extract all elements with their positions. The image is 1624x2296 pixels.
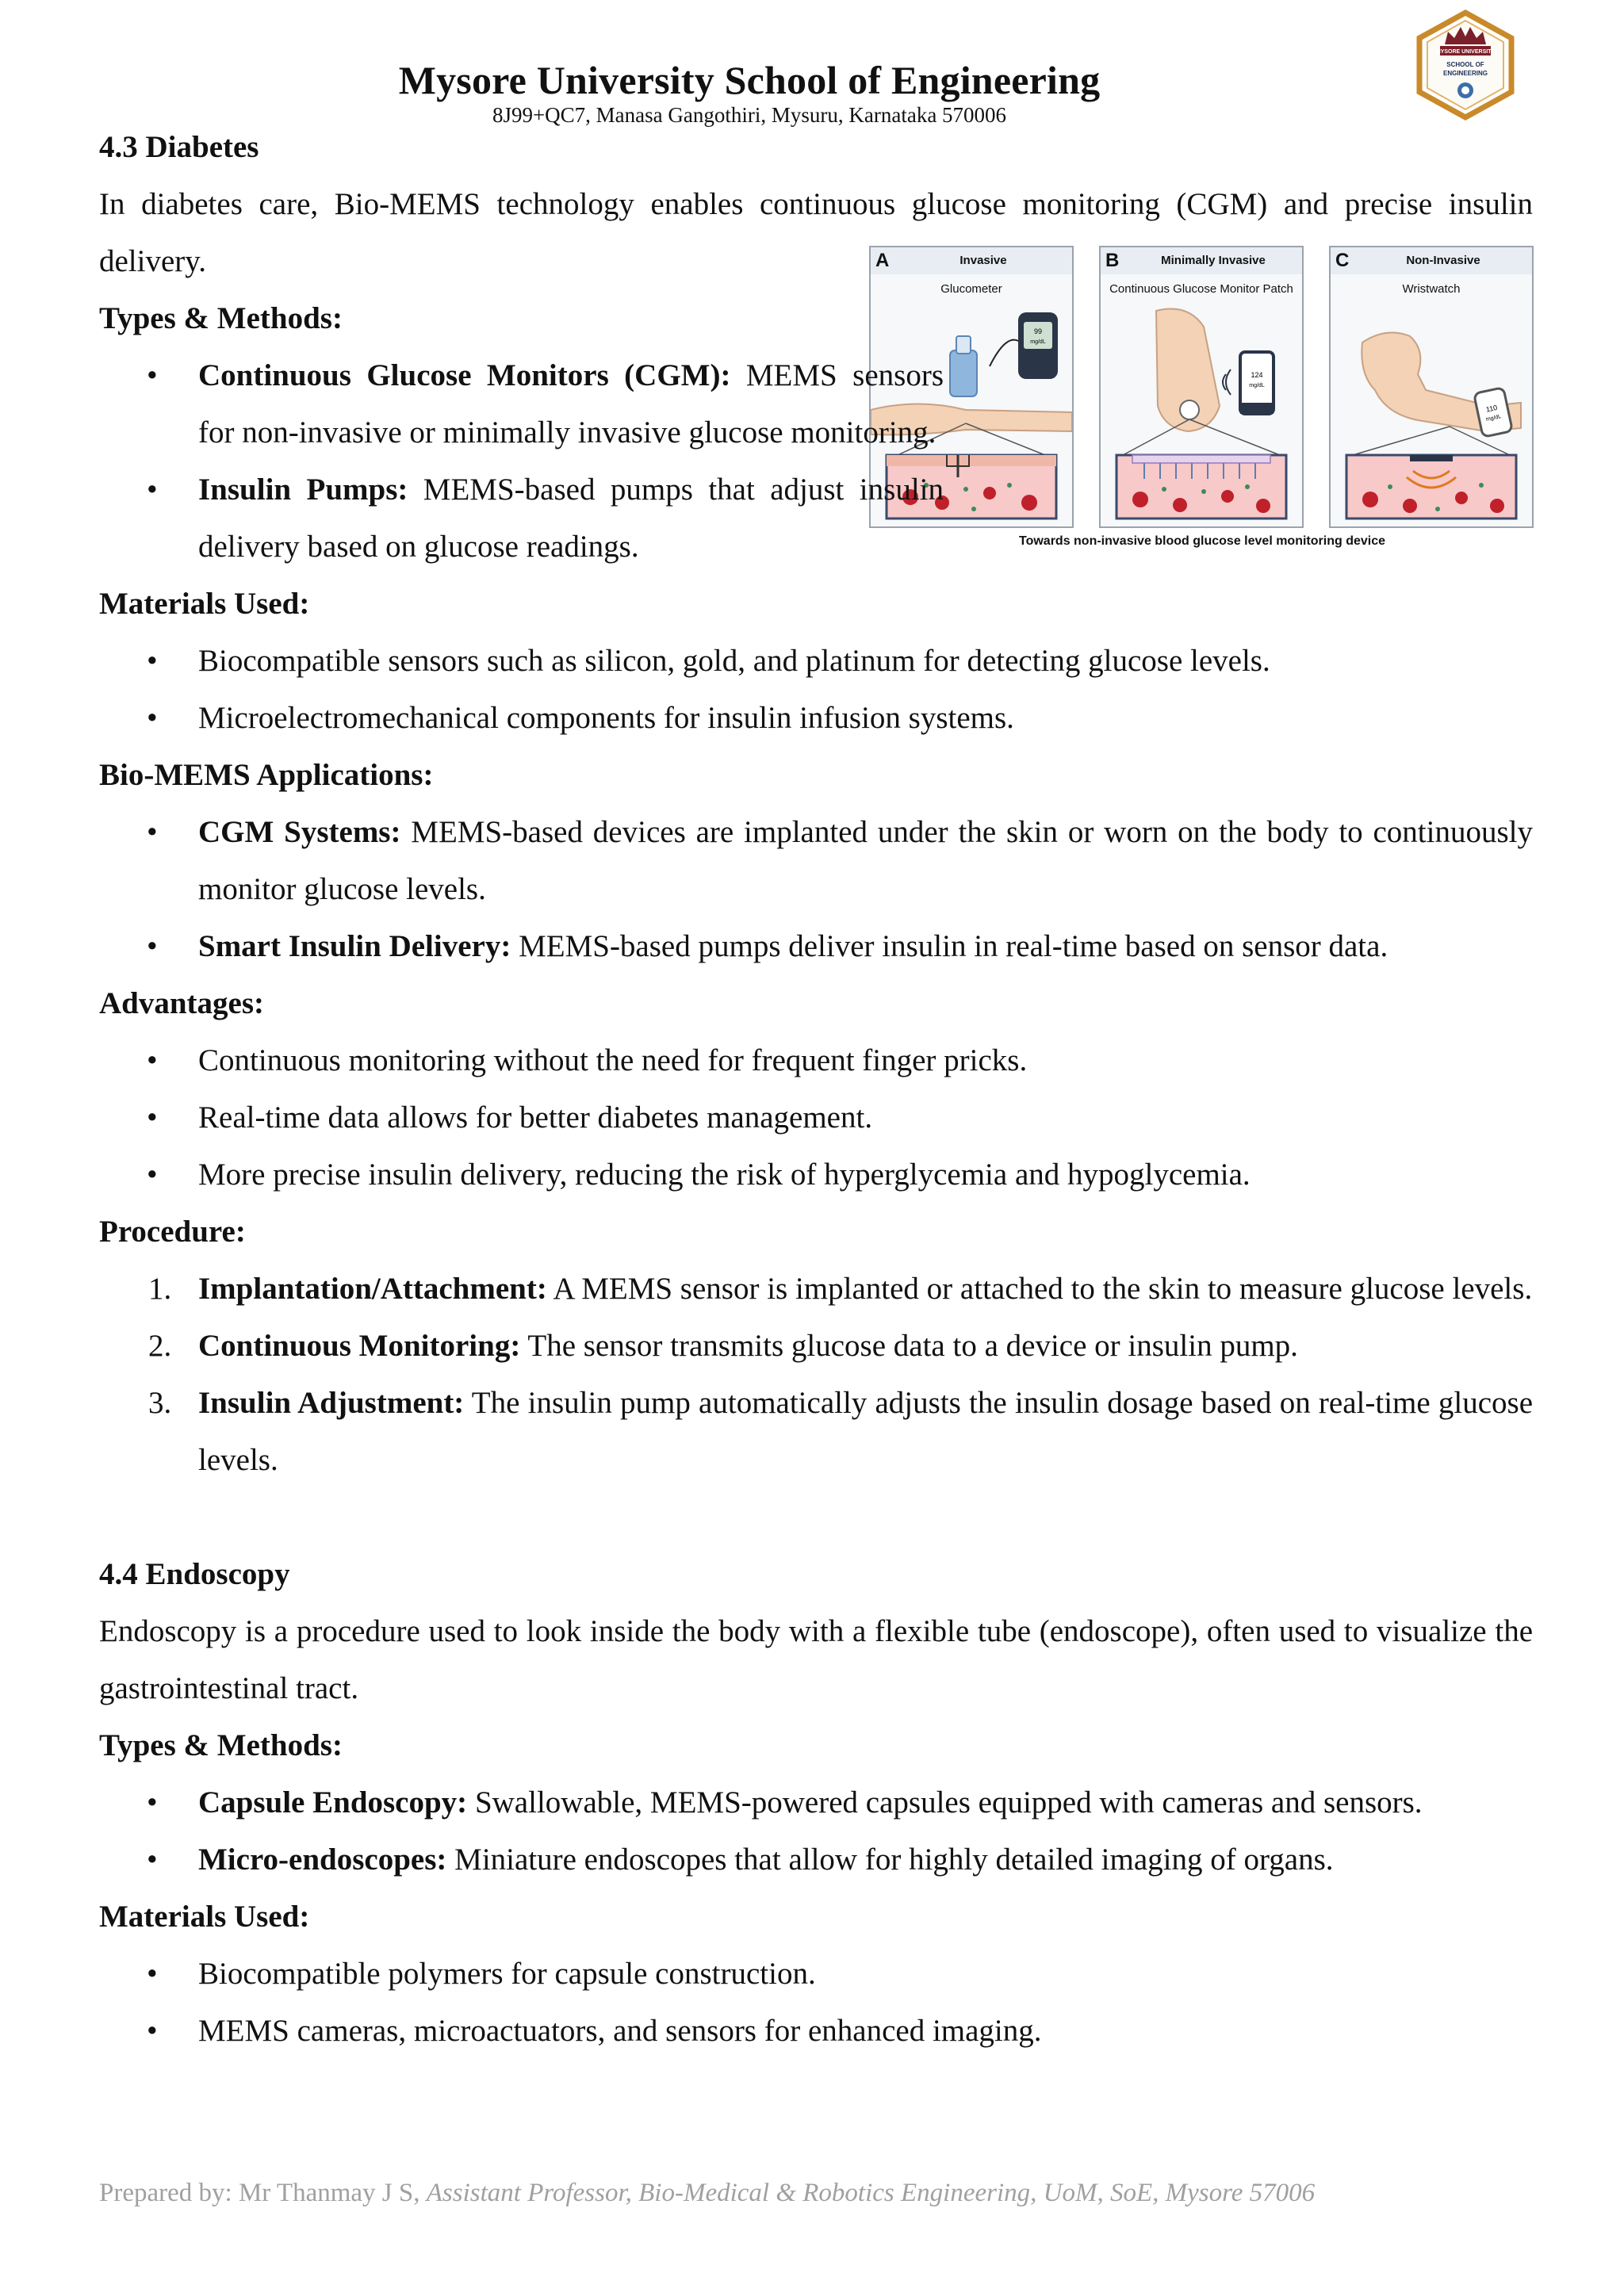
logo-text-line2: SCHOOL OF [1446, 61, 1484, 68]
address-line: 8J99+QC7, Manasa Gangothiri, Mysuru, Karnataka 570006 [492, 103, 1007, 127]
materials-heading: Materials Used: [99, 587, 310, 621]
meter-reading: 99 [1033, 327, 1043, 335]
phone-reading: 124 [1251, 371, 1263, 379]
list-item: • MEMS cameras, microactuators, and sensors for enhanced imaging. [147, 2014, 1042, 2048]
list-item: • Micro-endoscopes: Miniature endoscopes that allow for highly detailed imaging of organs. [147, 1843, 1334, 1877]
figure-caption: Towards non-invasive blood glucose level monitoring device [1018, 534, 1385, 548]
advantages-list [99, 1032, 1533, 1203]
endoscopy-materials-list [99, 1946, 1533, 2060]
logo-text-line3: ENGINEERING [1442, 70, 1488, 77]
page-title: Mysore University School of Engineering [398, 58, 1101, 102]
list-item: • Continuous Glucose Monitors (CGM): MEMS sensors for non-invasive or minimally invasive glucose monitoring. [147, 358, 944, 450]
procedure-list [99, 1261, 1533, 1489]
list-item: 2. Continuous Monitoring: The sensor transmits glucose data to a device or insulin pump. [148, 1329, 1298, 1363]
section-heading-diabetes: 4.3 Diabetes [99, 130, 259, 164]
materials-list [99, 633, 1533, 747]
list-item: • Real-time data allows for better diabetes management. [147, 1100, 873, 1135]
panel-subtitle: Continuous Glucose Monitor Patch [1109, 282, 1293, 296]
footer-role: Assistant Professor, Bio-Medical & Robotics Engineering, UoM, SoE, Mysore 57006 [426, 2179, 1316, 2207]
watch-unit: mg/dL [1485, 414, 1502, 423]
list-item: • Biocompatible sensors such as silicon, gold, and platinum for detecting glucose levels. [147, 644, 1270, 678]
applications-list [99, 804, 1533, 975]
endoscopy-types-list [99, 1774, 1533, 1888]
logo-text-line1: MYSORE UNIVERSITY [1435, 49, 1496, 55]
panel-letter: C [1335, 250, 1350, 271]
page-footer [99, 2179, 1315, 2208]
footer-prefix: Prepared by: Mr Thanmay J S, [99, 2179, 427, 2207]
types-methods-heading: Types & Methods: [99, 1728, 343, 1762]
endoscopy-intro: Endoscopy is a procedure used to look inside the body with a flexible tube (endoscope), often used to visualize the gastrointestinal tract. [99, 1614, 1533, 1705]
phone-unit: mg/dL [1249, 383, 1265, 388]
list-item: 1. Implantation/Attachment: A MEMS sensor is implanted or attached to the skin to measure glucose levels. [148, 1272, 1533, 1306]
applications-heading: Bio-MEMS Applications: [99, 758, 434, 792]
list-item: • Smart Insulin Delivery: MEMS-based pumps deliver insulin in real-time based on sensor data. [147, 929, 1388, 963]
list-item: • Insulin Pumps: MEMS-based pumps that adjust insulin delivery based on glucose readings. [147, 473, 944, 564]
panel-title: Non-Invasive [1406, 254, 1480, 267]
panel-title: Invasive [959, 254, 1007, 267]
panel-letter: A [875, 250, 890, 271]
panel-subtitle: Wristwatch [1402, 282, 1461, 296]
materials-heading: Materials Used: [99, 1900, 310, 1934]
diabetes-intro: In diabetes care, Bio-MEMS technology enables continuous glucose monitoring (CGM) and precise insulin delivery. [99, 187, 1533, 278]
types-methods-heading: Types & Methods: [99, 301, 343, 335]
section-heading-endoscopy: 4.4 Endoscopy [99, 1557, 290, 1591]
list-item: • Biocompatible polymers for capsule construction. [147, 1957, 816, 1991]
types-methods-list [99, 347, 1533, 576]
procedure-heading: Procedure: [99, 1215, 246, 1249]
main-content [99, 119, 1533, 2060]
list-item: • More precise insulin delivery, reducing the risk of hyperglycemia and hypoglycemia. [147, 1158, 1251, 1192]
meter-unit: mg/dL [1030, 339, 1046, 345]
advantages-heading: Advantages: [99, 986, 265, 1020]
list-item: • CGM Systems: MEMS-based devices are implanted under the skin or worn on the body to continuously monitor glucose levels. [147, 815, 1533, 906]
watch-reading: 110 [1484, 403, 1499, 414]
list-item: • Microelectromechanical components for insulin infusion systems. [147, 701, 1014, 735]
panel-subtitle: Glucometer [940, 282, 1002, 296]
panel-title: Minimally Invasive [1161, 254, 1266, 267]
university-logo [1413, 10, 1518, 121]
list-item: • Continuous monitoring without the need for frequent finger pricks. [147, 1043, 1028, 1077]
list-item: • Capsule Endoscopy: Swallowable, MEMS-powered capsules equipped with cameras and sensors. [147, 1785, 1423, 1820]
panel-letter: B [1105, 250, 1120, 271]
list-item: 3. Insulin Adjustment: The insulin pump automatically adjusts the insulin dosage based on real-time glucose levels. [148, 1386, 1534, 1477]
